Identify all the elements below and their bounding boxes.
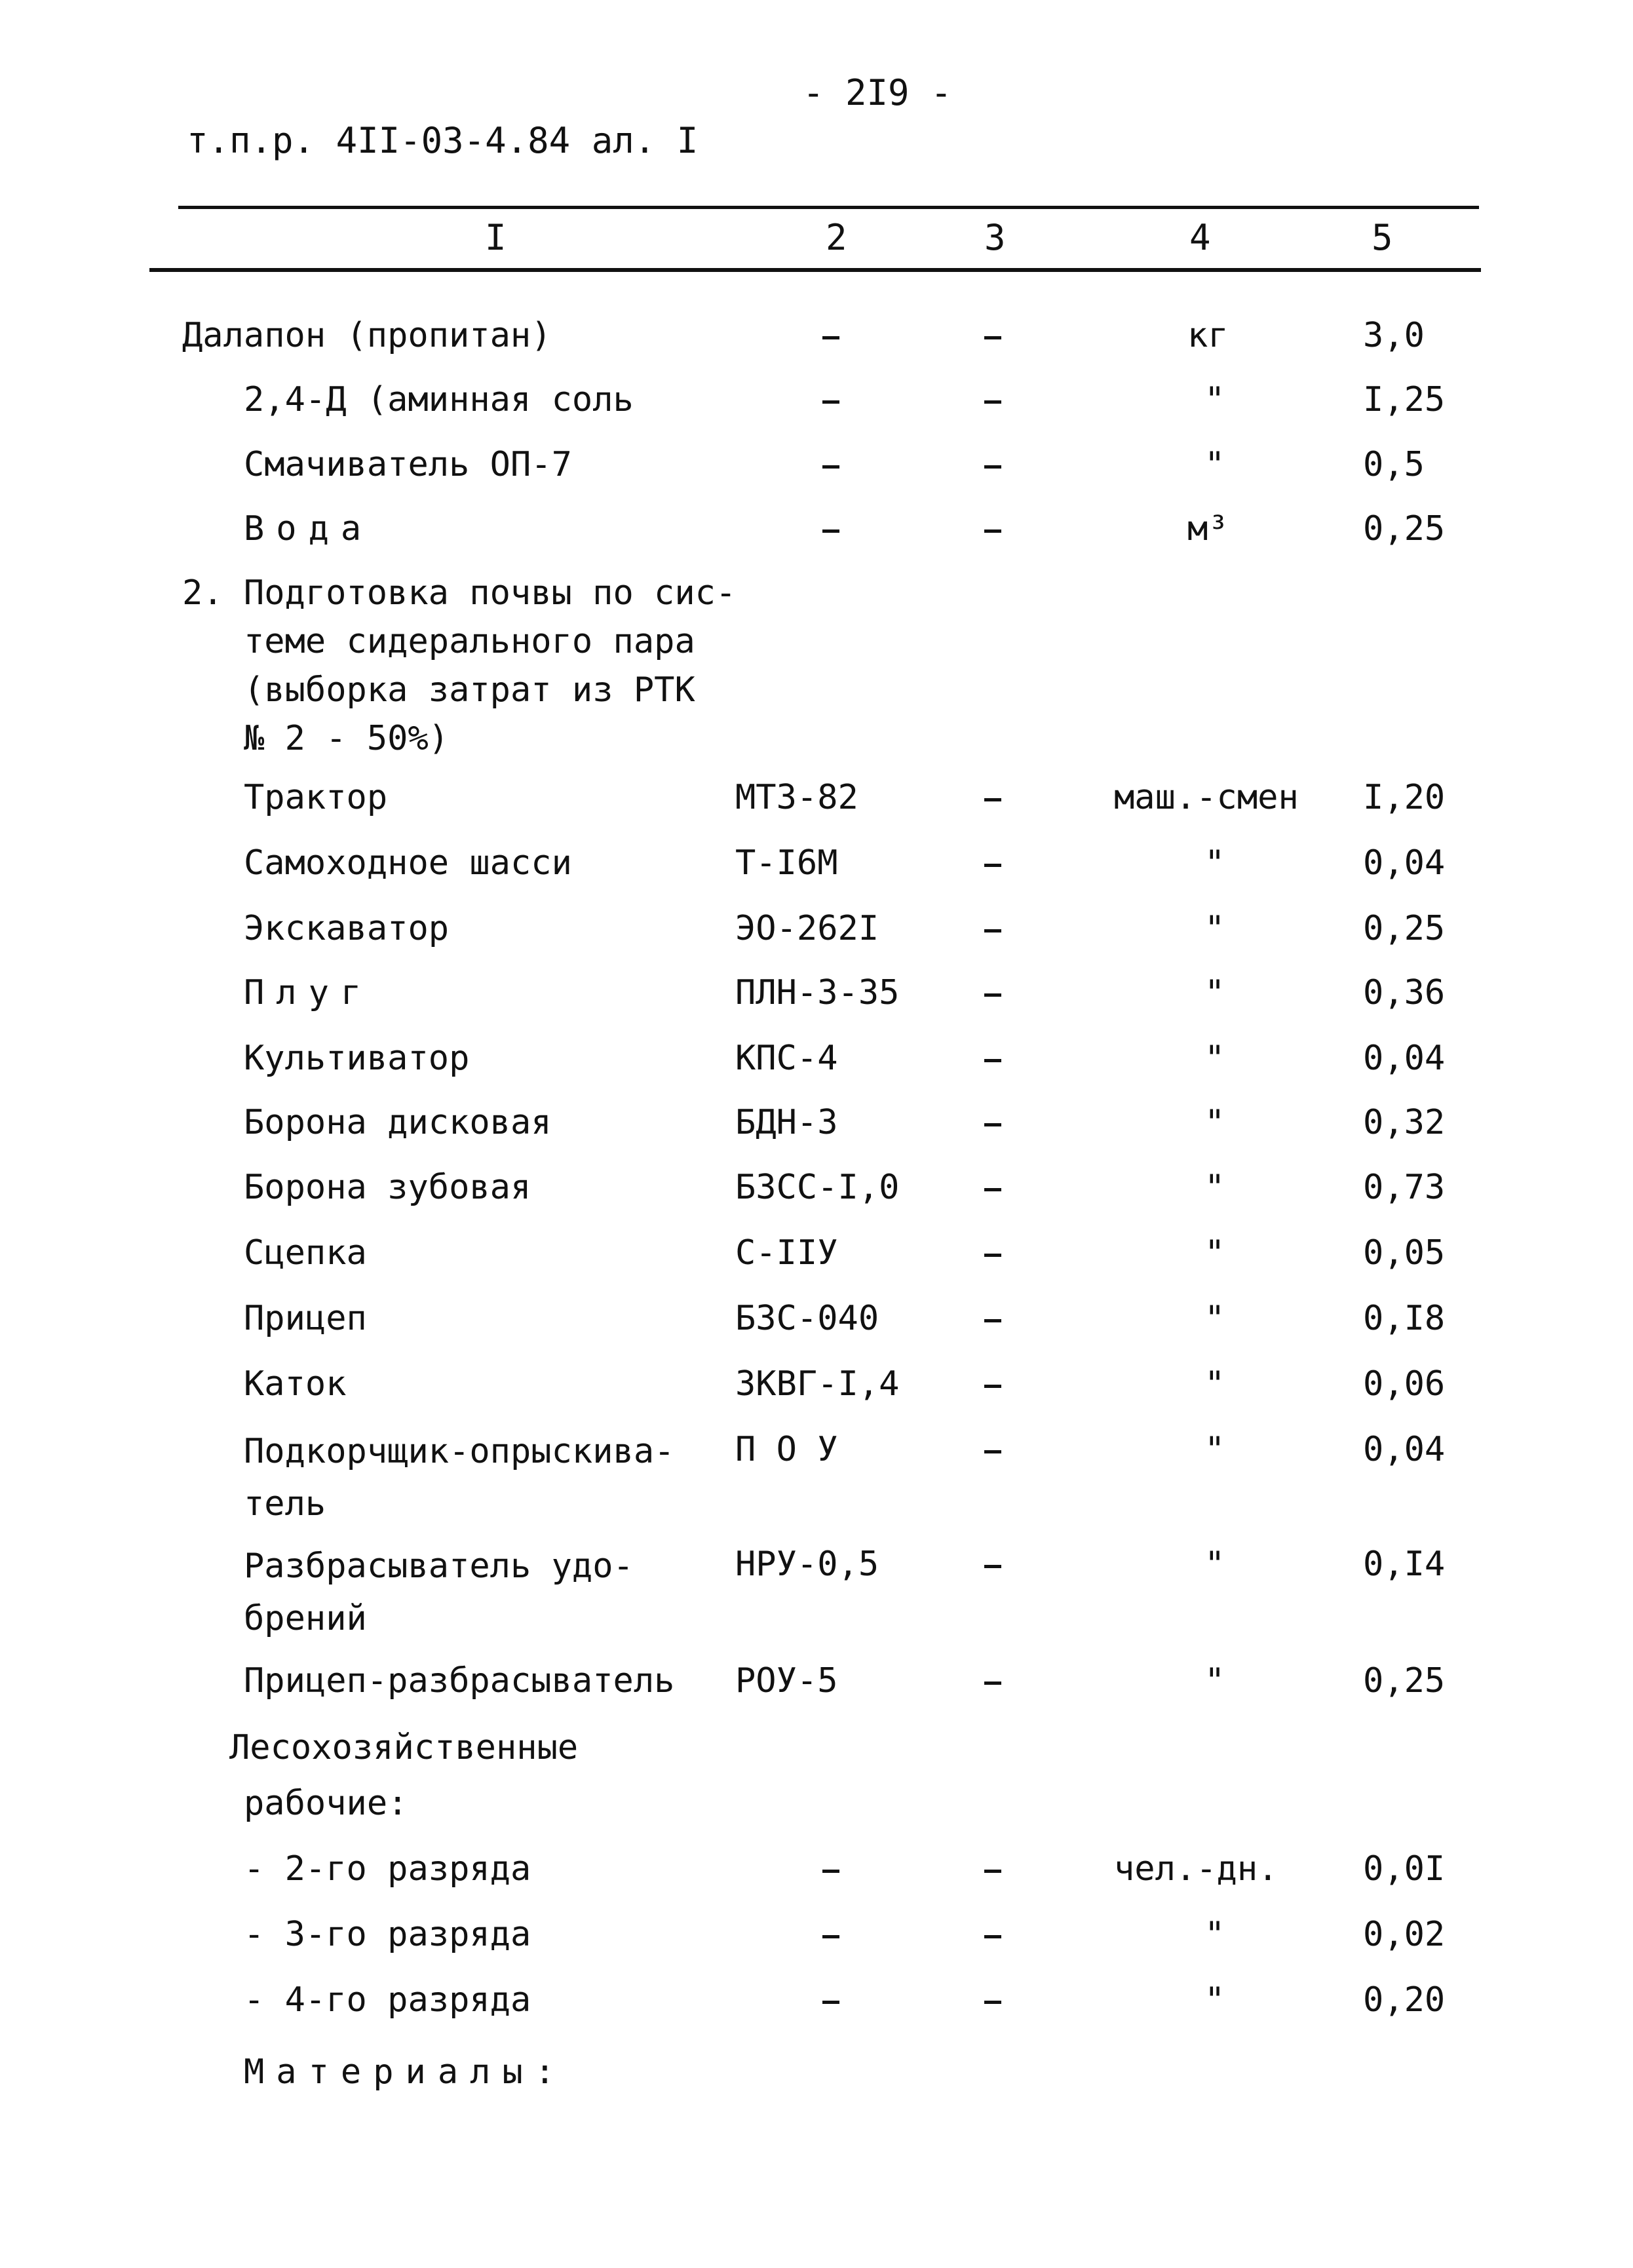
- row-name: [244, 1294, 367, 1343]
- row-value: 0,25: [1363, 909, 1446, 948]
- row-unit: ": [1204, 1661, 1225, 1701]
- row-name-line: Культиватор: [244, 1039, 470, 1078]
- row-name-line: Самоходное шасси: [244, 843, 572, 883]
- row-value: 0,04: [1363, 1430, 1446, 1469]
- dash-mark: [984, 336, 1001, 339]
- row-code: [822, 1845, 839, 1893]
- row-col3: [984, 1976, 1001, 2024]
- row-code: [822, 440, 839, 489]
- row-unit: ": [1204, 1364, 1225, 1404]
- dash-mark: [984, 1188, 1001, 1191]
- dash-mark: [984, 1870, 1001, 1873]
- dash-mark: [984, 1682, 1001, 1685]
- row-name-line: Лесохозяйственные: [229, 1728, 579, 1767]
- column-header-5: 5: [1372, 217, 1393, 258]
- column-header-2: 2: [826, 217, 847, 258]
- row-col3: [984, 375, 1001, 424]
- row-name-line: Экскаватор: [244, 909, 450, 948]
- row-code: Т-I6М: [735, 843, 838, 883]
- row-name-line: Прицеп: [244, 1299, 367, 1338]
- column-header-4: 4: [1189, 217, 1211, 258]
- row-value: 3,0: [1363, 316, 1425, 355]
- dash-mark: [984, 993, 1001, 997]
- row-value: 0,5: [1363, 445, 1425, 484]
- row-value: 0,20: [1363, 1980, 1446, 2020]
- row-unit: ": [1204, 445, 1225, 484]
- row-col3: [984, 1910, 1001, 1959]
- row-code: КПС-4: [735, 1039, 838, 1078]
- row-name: [244, 1845, 531, 1893]
- row-unit: ": [1204, 380, 1225, 419]
- row-unit: ": [1204, 1103, 1225, 1142]
- row-col3: [984, 1845, 1001, 1893]
- row-value: 0,06: [1363, 1364, 1446, 1404]
- row-name-line: Вода: [244, 509, 374, 548]
- row-unit: ": [1204, 1915, 1225, 1954]
- row-name-line: Плуг: [244, 973, 374, 1012]
- row-name-line: Прицеп-разбрасыватель: [244, 1661, 675, 1701]
- row-unit: кг: [1187, 316, 1229, 355]
- table-header-rule: [149, 268, 1481, 272]
- row-unit: ": [1204, 973, 1225, 1012]
- row-col3: [984, 969, 1001, 1017]
- row-code: БЗСС-I,0: [735, 1168, 900, 1207]
- row-name: [244, 440, 572, 489]
- dash-mark: [822, 2001, 839, 2004]
- row-col3: [984, 1294, 1001, 1343]
- row-code: ЗКВГ-I,4: [735, 1364, 900, 1404]
- row-code: [822, 505, 839, 553]
- row-name-line: Борона зубовая: [244, 1168, 531, 1207]
- dash-mark: [822, 400, 839, 404]
- row-code: ПЛН-3-35: [735, 973, 900, 1012]
- dash-mark: [822, 529, 839, 533]
- dash-mark: [984, 400, 1001, 404]
- row-unit: ": [1204, 1299, 1225, 1338]
- dash-mark: [984, 2001, 1001, 2004]
- row-name: [244, 1657, 674, 1705]
- row-name: [244, 773, 387, 822]
- row-name: [182, 569, 736, 763]
- row-value: 0,32: [1363, 1103, 1446, 1142]
- row-col3: [984, 1098, 1001, 1147]
- dash-mark: [984, 1935, 1001, 1938]
- row-col3: [984, 1657, 1001, 1705]
- row-value: 0,02: [1363, 1915, 1446, 1954]
- row-name: [244, 1540, 634, 1645]
- row-name-line: Трактор: [244, 778, 388, 817]
- dash-mark: [822, 1935, 839, 1938]
- row-value: 0,I4: [1363, 1545, 1446, 1584]
- row-col3: [984, 773, 1001, 822]
- row-name-line: Разбрасыватель удо-: [244, 1547, 634, 1586]
- row-col3: [984, 904, 1001, 953]
- row-unit: ": [1204, 1233, 1225, 1273]
- row-value: 0,I8: [1363, 1299, 1446, 1338]
- row-name: [244, 505, 373, 553]
- row-value: I,25: [1363, 380, 1446, 419]
- row-value: 0,05: [1363, 1233, 1446, 1273]
- dash-mark: [984, 1059, 1001, 1062]
- page-number: - 2I9 -: [803, 72, 952, 113]
- row-name-line: теме сидерального пара: [244, 622, 695, 661]
- row-name-line: брений: [244, 1599, 367, 1638]
- row-name-line: тель: [244, 1484, 326, 1524]
- row-unit: м³: [1187, 509, 1229, 548]
- row-name: [182, 311, 552, 360]
- dash-mark: [822, 465, 839, 469]
- row-name: [244, 969, 373, 1017]
- row-unit: ": [1204, 1545, 1225, 1584]
- dash-mark: [822, 1870, 839, 1873]
- row-code: НРУ-0,5: [735, 1545, 879, 1584]
- row-unit: ": [1204, 909, 1225, 948]
- row-col3: [984, 1163, 1001, 1212]
- row-col3: [984, 1425, 1001, 1474]
- row-code: БЗС-040: [735, 1299, 879, 1338]
- row-name-line: Борона дисковая: [244, 1103, 552, 1142]
- row-col3: [984, 1229, 1001, 1277]
- dash-mark: [984, 864, 1001, 867]
- row-code: БДН-3: [735, 1103, 838, 1142]
- row-name-line: - 2-го разряда: [244, 1849, 531, 1889]
- row-name-line: 2,4-Д (аминная соль: [244, 380, 634, 419]
- row-col3: [984, 505, 1001, 553]
- row-name-line: 2. Подготовка почвы по сис-: [182, 573, 737, 613]
- column-header-1: I: [485, 217, 507, 258]
- dash-mark: [984, 1385, 1001, 1388]
- row-code: [822, 1976, 839, 2024]
- row-code: МТЗ-82: [735, 778, 858, 817]
- row-name: [244, 1360, 347, 1408]
- dash-mark: [984, 1319, 1001, 1322]
- row-name-line: Далапон (пропитан): [182, 316, 552, 355]
- row-unit: маш.-смен: [1114, 778, 1299, 817]
- row-col3: [984, 1360, 1001, 1408]
- row-name: [244, 1163, 531, 1212]
- row-name-line: Материалы:: [244, 2052, 567, 2092]
- row-col3: [984, 1540, 1001, 1588]
- row-unit: ": [1204, 1168, 1225, 1207]
- row-name: [244, 839, 572, 887]
- row-name: [244, 1229, 367, 1277]
- row-name-line: Смачиватель ОП-7: [244, 445, 572, 484]
- dash-mark: [984, 1123, 1001, 1126]
- row-col3: [984, 1034, 1001, 1083]
- column-header-3: 3: [984, 217, 1006, 258]
- row-name-line: - 4-го разряда: [244, 1980, 531, 2020]
- row-code: С-IIУ: [735, 1233, 838, 1273]
- row-name-line: № 2 - 50%): [244, 719, 450, 758]
- row-value: I,20: [1363, 778, 1446, 817]
- row-unit: ": [1204, 1980, 1225, 2020]
- row-name-line: - 3-го разряда: [244, 1915, 531, 1954]
- row-name: [244, 1910, 531, 1959]
- row-name-line: Сцепка: [244, 1233, 367, 1273]
- row-name: [244, 904, 449, 953]
- row-col3: [984, 440, 1001, 489]
- row-unit: ": [1204, 1039, 1225, 1078]
- row-name: [244, 1098, 552, 1147]
- row-code: [822, 311, 839, 360]
- row-name-line: рабочие:: [244, 1784, 408, 1823]
- row-name-line: (выборка затрат из РТК: [244, 670, 695, 710]
- row-code: ЭО-262I: [735, 909, 879, 948]
- row-name: [244, 1425, 674, 1530]
- row-value: 0,36: [1363, 973, 1446, 1012]
- dash-mark: [984, 1565, 1001, 1568]
- row-value: 0,25: [1363, 1661, 1446, 1701]
- dash-mark: [984, 1450, 1001, 1453]
- row-value: 0,04: [1363, 843, 1446, 883]
- row-code: РОУ-5: [735, 1661, 838, 1701]
- document-reference: т.п.р. 4II-03-4.84 ал. I: [187, 120, 699, 161]
- dash-mark: [822, 336, 839, 339]
- row-value: 0,25: [1363, 509, 1446, 548]
- dash-mark: [984, 798, 1001, 801]
- row-unit: ": [1204, 843, 1225, 883]
- row-unit: ": [1204, 1430, 1225, 1469]
- dash-mark: [984, 465, 1001, 469]
- row-name: [244, 1034, 469, 1083]
- row-name: [244, 1976, 531, 2024]
- row-name-line: Подкорчщик-опрыскива-: [244, 1432, 675, 1471]
- dash-mark: [984, 1254, 1001, 1257]
- dash-mark: [984, 929, 1001, 932]
- row-name: [244, 375, 634, 424]
- row-code: [822, 375, 839, 424]
- row-name: [244, 2048, 567, 2096]
- dash-mark: [984, 529, 1001, 533]
- row-code: П О У: [735, 1430, 838, 1469]
- row-value: 0,73: [1363, 1168, 1446, 1207]
- row-code: [822, 1910, 839, 1959]
- row-name: [229, 1720, 578, 1832]
- row-value: 0,0I: [1363, 1849, 1446, 1889]
- row-value: 0,04: [1363, 1039, 1446, 1078]
- row-unit: чел.-дн.: [1114, 1849, 1278, 1889]
- table-top-rule: [178, 206, 1479, 209]
- row-name-line: Каток: [244, 1364, 347, 1404]
- row-col3: [984, 839, 1001, 887]
- row-col3: [984, 311, 1001, 360]
